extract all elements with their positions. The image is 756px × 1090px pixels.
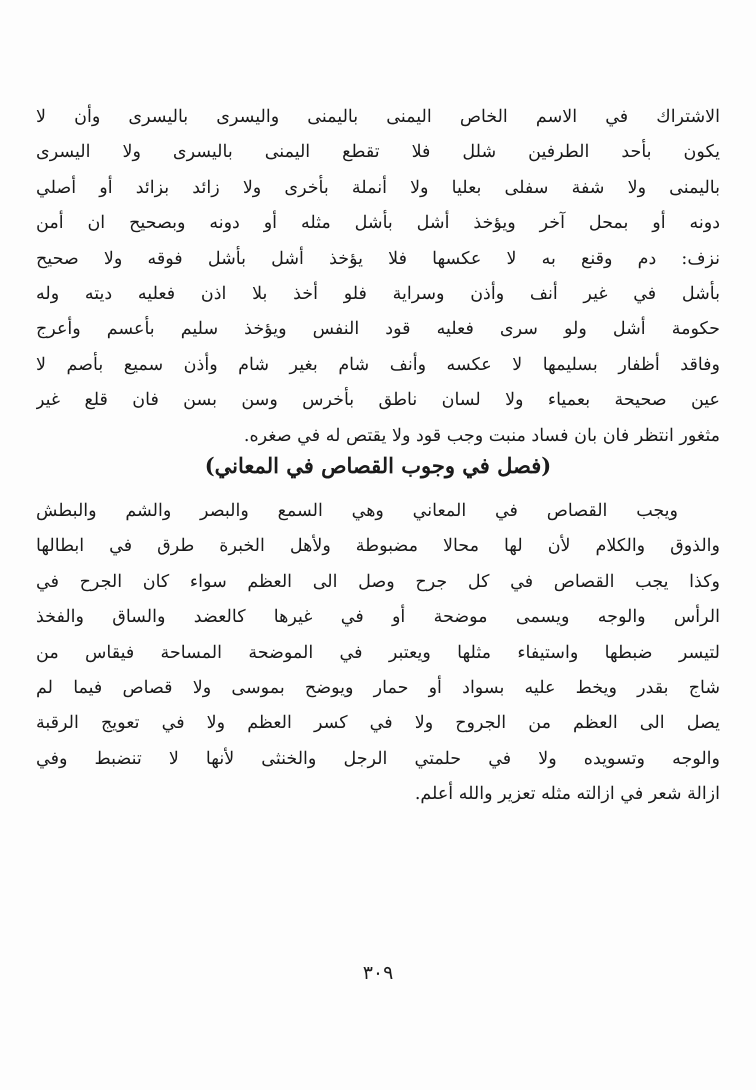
text-line: وفاقد أظفار بسليمها لا عكسه وأنف شام بغير شام وأذن سميع بأصم لا — [36, 354, 720, 375]
paragraph-bottom — [36, 494, 720, 813]
text-line: دونه أو بمحل آخر ويؤخذ أشل بأشل مثله أو دونه وبصحيح ان أمن — [36, 213, 720, 234]
text-line: مثغور انتظر فان بان فساد منبت وجب قود ولا يقتص له في صغره. — [243, 425, 720, 446]
page-number: ٣٠٩ — [362, 962, 394, 984]
text-line: وكذا يجب القصاص في كل جرح وصل الى العظم سواء كان الجرح في — [36, 571, 720, 592]
text-line: بأشل في غير أنف وأذن وسراية فلو أخذ بلا اذن فعليه ديته وله — [36, 283, 720, 304]
section-heading: (فصل في وجوب القصاص في المعاني) — [204, 453, 552, 478]
text-line: يصل الى العظم من الجروح ولا في كسر العظم ولا في تعويج الرقبة — [36, 713, 720, 734]
text-line: عين صحيحة بعمياء ولا لسان ناطق بأخرس وسن بسن فان قلع غير — [36, 390, 720, 411]
paragraph-top — [36, 100, 720, 454]
text-line: الاشتراك في الاسم الخاص اليمنى باليمنى واليسرى باليسرى وأن لا — [36, 107, 720, 127]
text-line: شاج بقدر ويخط عليه بسواد أو حمار ويوضح بموسى ولا قصاص فيما لم — [36, 677, 720, 698]
text-line: يكون بأحد الطرفين شلل فلا تقطع اليمنى باليسرى ولا اليسرى — [36, 142, 720, 163]
text-line: نزف: دم وقنع به لا عكسها فلا يؤخذ أشل بأشل فوقه ولا صحيح — [36, 248, 720, 269]
text-line: ويجب القصاص في المعاني وهي السمع والبصر والشم والبطش — [36, 501, 678, 521]
text-line: الرأس والوجه ويسمى موضحة أو في غيرها كالعضد والساق والفخذ — [36, 607, 720, 628]
text-line: ازالة شعر في ازالته مثله تعزير والله أعلم. — [414, 784, 720, 805]
text-line: لتيسر ضبطها واستيفاء مثلها ويعتبر في الموضحة المساحة فيقاس من — [36, 642, 720, 663]
text-line: والوجه وتسويده ولا في حلمتي الرجل والخنثى لأنها لا تنضبط وفي — [36, 748, 720, 769]
text-line: والذوق والكلام لأن لها محالا مضبوطة ولأهل الخبرة طرق في ابطالها — [36, 536, 720, 557]
text-line: باليمنى ولا شفة سفلى بعليا ولا أنملة بأخرى ولا زائد بزائد أو أصلي — [36, 177, 720, 198]
text-line: حكومة أشل ولو سرى فعليه قود النفس ويؤخذ سليم بأعسم وأعرج — [36, 319, 720, 340]
